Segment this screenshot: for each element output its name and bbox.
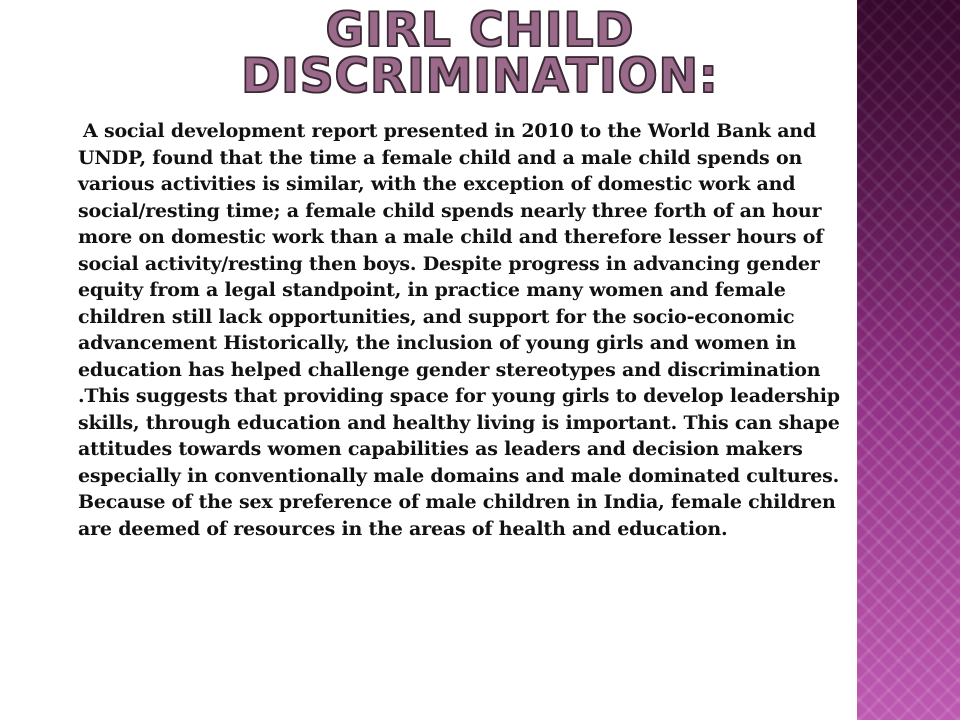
slide-title-line-1: GIRL CHILD bbox=[325, 3, 635, 58]
slide-title bbox=[200, 3, 760, 104]
slide-title-line-2: DISCRIMINATION: bbox=[241, 49, 719, 104]
slide-body-text: A social development report presented in 2010 to the World Bank and UNDP, found that the time a female child and a male child spends on various activities is similar, with the exception of domestic work and social/resting time; a female child spends nearly three forth of an hour more on domestic work than a male child and therefore lesser hours of social activity/resting then boys. Despite progress in advancing gender equity from a legal standpoint, in practice many women and female children still lack opportunities, and support for the socio-economic advancement Historically, the inclusion of young girls and women in education has helped challenge gender stereotypes and discrimination .This suggests that providing space for young girls to develop leadership skills, through education and healthy living is important. This can shape attitudes towards women capabilities as leaders and decision makers especially in conventionally male domains and male dominated cultures. Because of the sex preference of male children in India, female children are deemed of resources in the areas of health and education. bbox=[78, 120, 840, 540]
decorative-side-band bbox=[857, 0, 960, 720]
